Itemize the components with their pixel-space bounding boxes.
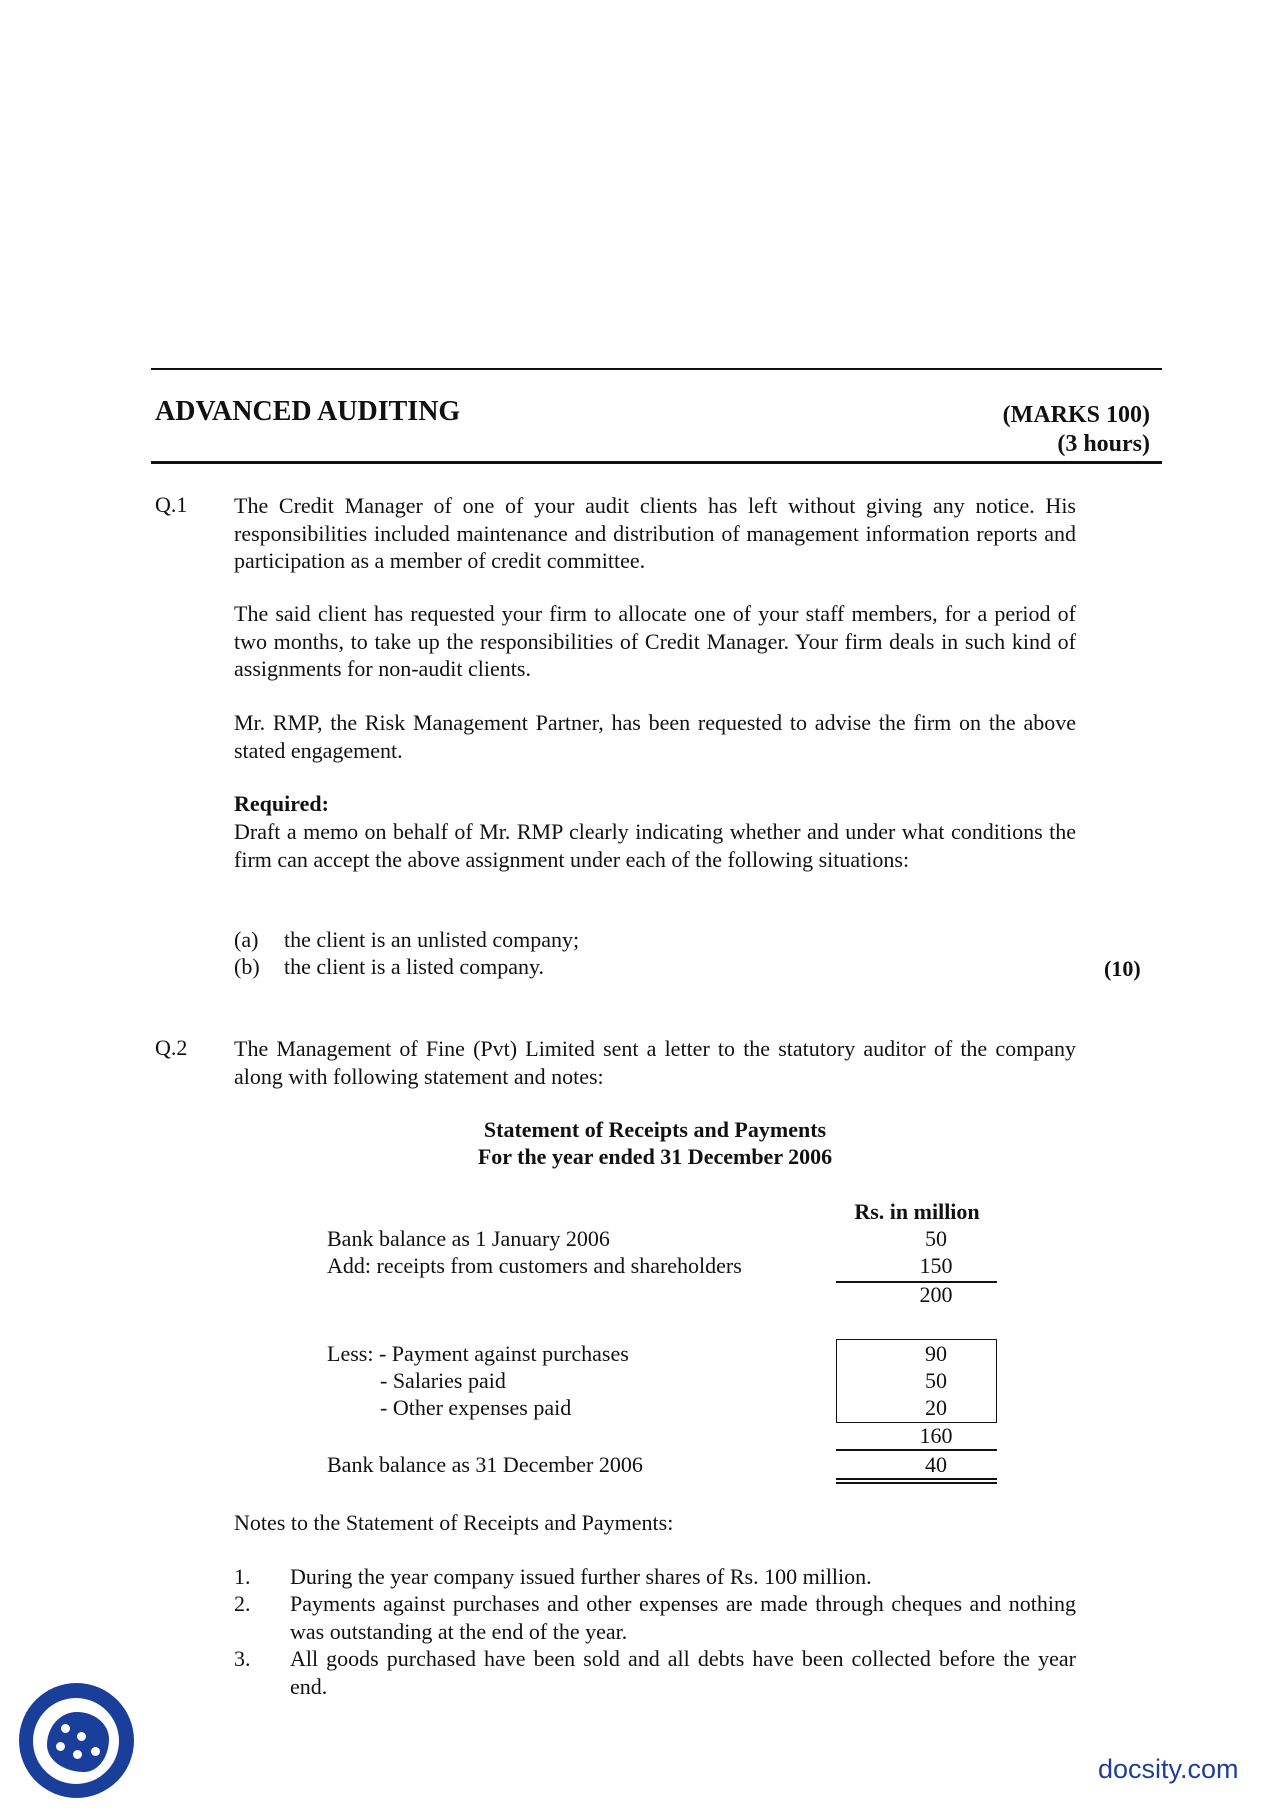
brand-link[interactable]: docsity.com (1098, 1754, 1239, 1784)
total-marks: (MARKS 100) (1002, 402, 1150, 428)
question-1-paragraph-1: The Credit Manager of one of your audit clients has left without giving any notice. His responsibilities included maintenance and distribution of management information reports and participation as a member of credit committee. (234, 493, 1076, 573)
opening-balance-label: Bank balance as 1 January 2006 (327, 1226, 610, 1251)
unit-header: Rs. in million (854, 1199, 980, 1224)
option-a-label: (a) (234, 927, 259, 952)
statement-subtitle: For the year ended 31 December 2006 (477, 1144, 833, 1169)
payments-total-value: 160 (919, 1423, 953, 1448)
note-1-number: 1. (234, 1564, 251, 1589)
opening-balance-value: 50 (925, 1226, 947, 1251)
question-1-number: Q.1 (155, 492, 188, 517)
option-a-text: the client is an unlisted company; (284, 927, 580, 952)
question-1-paragraph-3: Mr. RMP, the Risk Management Partner, has been requested to advise the firm on the above stated engagement. (234, 710, 1076, 763)
double-underline-2 (836, 1482, 997, 1484)
notes-heading: Notes to the Statement of Receipts and Payments: (234, 1510, 674, 1535)
other-expenses-label: - Other expenses paid (380, 1395, 572, 1420)
option-b-label: (b) (234, 954, 260, 979)
exam-duration: (3 hours) (1057, 431, 1150, 457)
receipts-label: Add: receipts from customers and shareholders (327, 1253, 742, 1278)
note-2-number: 2. (234, 1591, 251, 1616)
question-2-intro: The Management of Fine (Pvt) Limited sent a letter to the statutory auditor of the company along with following statement and notes: (234, 1036, 1076, 1089)
question-1-paragraph-2: The said client has requested your firm to allocate one of your staff members, for a period of two months, to take up the responsibilities of Credit Manager. Your firm deals in such kind of assignments for non-audit clients. (234, 601, 1076, 681)
purchases-value: 90 (925, 1341, 947, 1366)
salaries-label: - Salaries paid (380, 1368, 506, 1393)
purchases-label: Less: - Payment against purchases (327, 1341, 629, 1366)
closing-balance-label: Bank balance as 31 December 2006 (327, 1452, 643, 1477)
option-b-text: the client is a listed company. (284, 954, 545, 979)
header-bottom-rule (151, 461, 1162, 464)
subtotal-value: 200 (919, 1282, 953, 1307)
required-text: Draft a memo on behalf of Mr. RMP clearly indicating whether and under what conditions the firm can accept the above assignment under each of the following situations: (234, 819, 1076, 872)
salaries-value: 50 (925, 1368, 947, 1393)
closing-balance-value: 40 (925, 1452, 947, 1477)
statement-title: Statement of Receipts and Payments (483, 1117, 827, 1142)
note-2-text: Payments against purchases and other expenses are made through cheques and nothing was outstanding at the end of the year. (290, 1591, 1076, 1644)
double-underline-1 (836, 1478, 997, 1480)
note-3-number: 3. (234, 1646, 251, 1671)
header-top-rule (151, 368, 1162, 370)
docsity-logo-icon (19, 1683, 134, 1798)
note-1-text: During the year company issued further shares of Rs. 100 million. (290, 1564, 872, 1589)
page-title: ADVANCED AUDITING (155, 396, 461, 427)
other-expenses-value: 20 (925, 1395, 947, 1420)
required-label: Required: (234, 791, 329, 816)
question-2-number: Q.2 (155, 1035, 188, 1060)
receipts-value: 150 (919, 1253, 953, 1278)
note-3-text: All goods purchased have been sold and all debts have been collected before the year end. (290, 1646, 1076, 1699)
question-1-marks: (10) (1104, 956, 1141, 981)
